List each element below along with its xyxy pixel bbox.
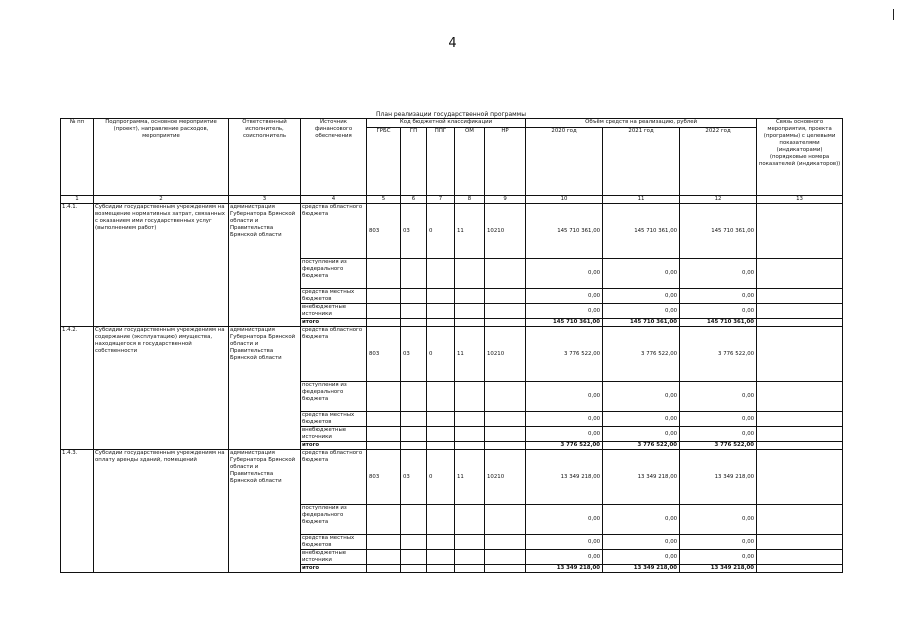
column-number: 3 [229,196,301,204]
funding-source: средства областного бюджета [301,204,367,259]
amount-2021: 0,00 [603,427,680,442]
amount-2022: 0,00 [680,304,757,319]
amount-2022: 3 776 522,00 [680,327,757,382]
empty-cell [455,442,485,450]
header-responsible: Ответственный исполнитель, соисполнитель [229,119,301,196]
empty-cell [401,550,427,565]
empty-cell [455,505,485,535]
funding-source: средства областного бюджета [301,327,367,382]
amount-2021: 0,00 [603,259,680,289]
header-link: Связь основного мероприятия, проекта (программы) с целевыми показателями (индикаторами) (порядковые номера показателей (индикаторов)) [757,119,843,196]
empty-cell [427,505,455,535]
empty-cell [367,319,401,327]
indicator-link-cell [757,204,843,259]
empty-cell [401,442,427,450]
empty-cell [367,304,401,319]
empty-cell [455,319,485,327]
item-name: Субсидии государственным учреждениям на возмещение нормативных затрат, связанных с оказанием ими государственных услуг (выполнением работ) [94,204,229,327]
amount-2022: 13 349 218,00 [680,450,757,505]
amount-2022: 0,00 [680,289,757,304]
gp-code: 03 [401,204,427,259]
amount-2022: 13 349 218,00 [680,565,757,573]
grbs-code: 803 [367,204,401,259]
amount-2022: 0,00 [680,382,757,412]
nr-code: 10210 [485,204,526,259]
om-code: 11 [455,327,485,382]
empty-cell [401,319,427,327]
column-number: 9 [485,196,526,204]
empty-cell [367,535,401,550]
column-number: 1 [61,196,94,204]
amount-2020: 0,00 [526,412,603,427]
empty-cell [485,412,526,427]
column-number: 12 [680,196,757,204]
amount-2022: 0,00 [680,412,757,427]
amount-2020: 0,00 [526,382,603,412]
empty-cell [427,565,455,573]
indicator-link-cell [757,450,843,505]
funding-source: средства местных бюджетов [301,535,367,550]
item-responsible: администрация Губернатора Брянской области и Правительства Брянской области [229,450,301,573]
funding-source: внебюджетные источники [301,427,367,442]
amount-2021: 145 710 361,00 [603,319,680,327]
empty-cell [455,565,485,573]
om-code: 11 [455,204,485,259]
empty-cell [367,412,401,427]
empty-cell [427,259,455,289]
indicator-link-cell [757,382,843,412]
funding-source: внебюджетные источники [301,550,367,565]
empty-cell [401,382,427,412]
indicator-link-cell [757,289,843,304]
header-grbs: ГРБС [367,128,401,196]
header-source: Источник финансового обеспечения [301,119,367,196]
amount-2022: 0,00 [680,535,757,550]
grbs-code: 803 [367,327,401,382]
amount-2021: 13 349 218,00 [603,565,680,573]
column-number: 10 [526,196,603,204]
item-number: 1.4.1. [61,204,94,327]
empty-cell [401,304,427,319]
item-number: 1.4.3. [61,450,94,573]
gp-code: 03 [401,450,427,505]
header-program: Подпрограмма, основное мероприятие (проект), направление расходов, мероприятие [94,119,229,196]
funding-source: средства местных бюджетов [301,412,367,427]
indicator-link-cell [757,304,843,319]
page-number: 4 [448,36,457,51]
funding-source: итого [301,442,367,450]
empty-cell [485,442,526,450]
table-row [61,204,843,259]
column-number: 13 [757,196,843,204]
empty-cell [455,535,485,550]
amount-2020: 0,00 [526,427,603,442]
funding-source: средства местных бюджетов [301,289,367,304]
plan-table [60,118,843,573]
table-title: План реализации государственной программы [376,111,526,118]
amount-2020: 145 710 361,00 [526,204,603,259]
amount-2022: 0,00 [680,550,757,565]
column-number-row [61,196,843,204]
column-number: 8 [455,196,485,204]
empty-cell [455,304,485,319]
empty-cell [485,319,526,327]
empty-cell [455,259,485,289]
item-responsible: администрация Губернатора Брянской области и Правительства Брянской области [229,327,301,450]
column-number: 11 [603,196,680,204]
ppg-code: 0 [427,450,455,505]
amount-2021: 0,00 [603,289,680,304]
empty-cell [455,427,485,442]
indicator-link-cell [757,442,843,450]
empty-cell [455,382,485,412]
empty-cell [401,259,427,289]
amount-2021: 3 776 522,00 [603,327,680,382]
table-row [61,327,843,382]
header-num: № пп [61,119,94,196]
header-2020: 2020 год [526,128,603,196]
empty-cell [485,427,526,442]
column-number: 5 [367,196,401,204]
amount-2020: 145 710 361,00 [526,319,603,327]
empty-cell [427,412,455,427]
amount-2020: 0,00 [526,535,603,550]
ppg-code: 0 [427,204,455,259]
empty-cell [427,319,455,327]
amount-2021: 13 349 218,00 [603,450,680,505]
amount-2022: 0,00 [680,505,757,535]
funding-source: поступления из федерального бюджета [301,505,367,535]
empty-cell [427,289,455,304]
funding-source: поступления из федерального бюджета [301,382,367,412]
indicator-link-cell [757,412,843,427]
empty-cell [367,289,401,304]
empty-cell [367,427,401,442]
item-responsible: администрация Губернатора Брянской области и Правительства Брянской области [229,204,301,327]
empty-cell [427,427,455,442]
amount-2022: 3 776 522,00 [680,442,757,450]
amount-2021: 0,00 [603,505,680,535]
amount-2021: 0,00 [603,304,680,319]
om-code: 11 [455,450,485,505]
amount-2021: 3 776 522,00 [603,442,680,450]
amount-2021: 0,00 [603,535,680,550]
gp-code: 03 [401,327,427,382]
amount-2022: 0,00 [680,427,757,442]
empty-cell [485,565,526,573]
empty-cell [367,565,401,573]
item-name: Субсидии государственным учреждениям на оплату аренды зданий, помещений [94,450,229,573]
empty-cell [427,382,455,412]
edge-mark [893,9,894,20]
header-volume: Объём средств на реализацию, рублей [526,119,757,128]
amount-2020: 3 776 522,00 [526,327,603,382]
empty-cell [485,289,526,304]
amount-2020: 0,00 [526,289,603,304]
item-name: Субсидии государственным учреждениям на содержание (эксплуатацию) имущества, находящегося в государственной собственности [94,327,229,450]
amount-2020: 13 349 218,00 [526,565,603,573]
column-number: 7 [427,196,455,204]
empty-cell [427,550,455,565]
empty-cell [401,427,427,442]
empty-cell [485,259,526,289]
empty-cell [367,442,401,450]
indicator-link-cell [757,505,843,535]
amount-2021: 0,00 [603,382,680,412]
amount-2020: 0,00 [526,304,603,319]
ppg-code: 0 [427,327,455,382]
header-2022: 2022 год [680,128,757,196]
funding-source: внебюджетные источники [301,304,367,319]
empty-cell [401,505,427,535]
funding-source: итого [301,319,367,327]
indicator-link-cell [757,427,843,442]
funding-source: поступления из федерального бюджета [301,259,367,289]
empty-cell [455,550,485,565]
indicator-link-cell [757,565,843,573]
empty-cell [455,289,485,304]
amount-2020: 0,00 [526,505,603,535]
column-number: 2 [94,196,229,204]
header-2021: 2021 год [603,128,680,196]
empty-cell [485,382,526,412]
header-nr: НР [485,128,526,196]
amount-2020: 0,00 [526,259,603,289]
empty-cell [485,535,526,550]
empty-cell [485,505,526,535]
indicator-link-cell [757,327,843,382]
empty-cell [427,442,455,450]
amount-2022: 0,00 [680,259,757,289]
empty-cell [485,550,526,565]
amount-2020: 13 349 218,00 [526,450,603,505]
table-row [61,450,843,505]
column-number: 4 [301,196,367,204]
empty-cell [401,565,427,573]
empty-cell [367,550,401,565]
column-number: 6 [401,196,427,204]
amount-2020: 0,00 [526,550,603,565]
empty-cell [427,304,455,319]
empty-cell [455,412,485,427]
nr-code: 10210 [485,450,526,505]
header-om: ОМ [455,128,485,196]
amount-2022: 145 710 361,00 [680,319,757,327]
indicator-link-cell [757,535,843,550]
empty-cell [401,412,427,427]
item-number: 1.4.2. [61,327,94,450]
grbs-code: 803 [367,450,401,505]
empty-cell [367,505,401,535]
empty-cell [401,289,427,304]
empty-cell [367,382,401,412]
empty-cell [485,304,526,319]
empty-cell [367,259,401,289]
amount-2021: 145 710 361,00 [603,204,680,259]
indicator-link-cell [757,259,843,289]
indicator-link-cell [757,319,843,327]
amount-2021: 0,00 [603,412,680,427]
funding-source: средства областного бюджета [301,450,367,505]
funding-source: итого [301,565,367,573]
nr-code: 10210 [485,327,526,382]
amount-2022: 145 710 361,00 [680,204,757,259]
indicator-link-cell [757,550,843,565]
empty-cell [401,535,427,550]
header-ppg: ППГ [427,128,455,196]
amount-2021: 0,00 [603,550,680,565]
header-gp: ГП [401,128,427,196]
empty-cell [427,535,455,550]
amount-2020: 3 776 522,00 [526,442,603,450]
header-budget-code: Код бюджетной классификации [367,119,526,128]
